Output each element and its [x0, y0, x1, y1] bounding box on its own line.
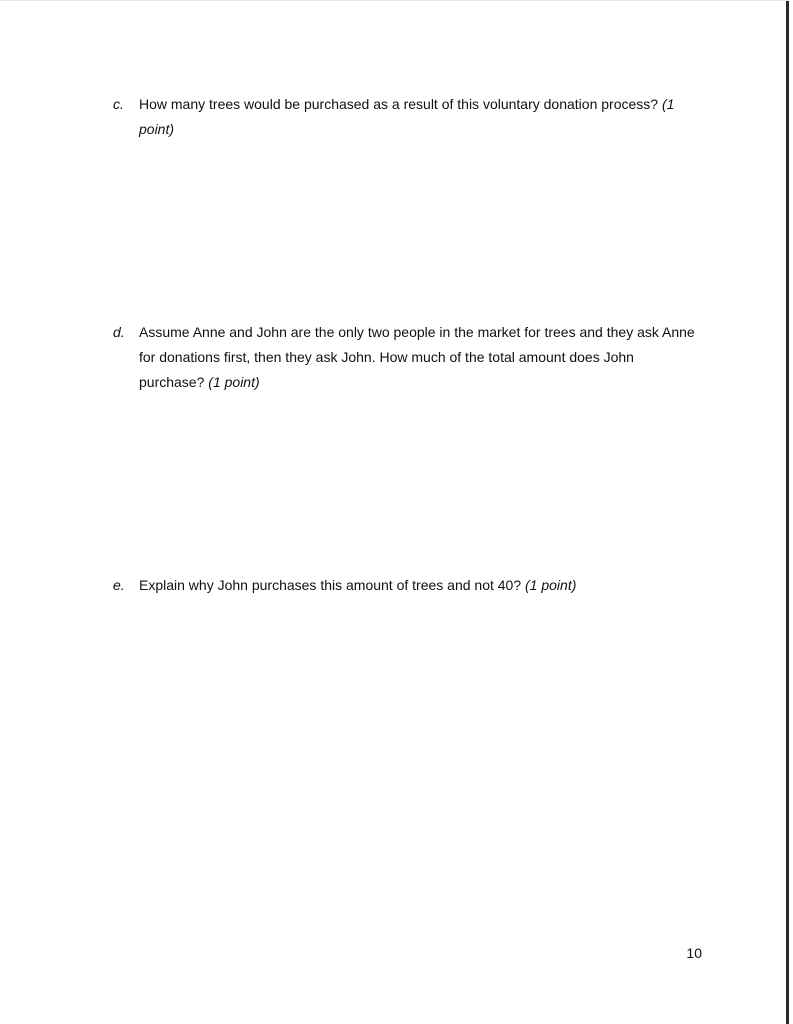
question-body: Assume Anne and John are the only two people in the market for trees and they ask Anne for donations first, then they ask John. How much of the total amount does John purchase? — [139, 324, 695, 390]
question-text — [139, 320, 703, 395]
question-c — [113, 92, 703, 142]
question-body: Explain why John purchases this amount of trees and not 40? — [139, 577, 522, 593]
question-text — [139, 573, 703, 598]
page-number: 10 — [686, 945, 702, 961]
question-letter: c. — [113, 96, 124, 112]
question-d — [113, 320, 703, 395]
question-text — [139, 92, 703, 142]
question-points: (1 point) — [139, 96, 675, 137]
question-letter: e. — [113, 577, 125, 593]
question-letter: d. — [113, 324, 125, 340]
question-points: (1 point) — [208, 374, 260, 390]
page-edge — [0, 0, 789, 1]
question-points: (1 point) — [525, 577, 577, 593]
question-body: How many trees would be purchased as a result of this voluntary donation process? — [139, 96, 659, 112]
question-e — [113, 573, 703, 598]
